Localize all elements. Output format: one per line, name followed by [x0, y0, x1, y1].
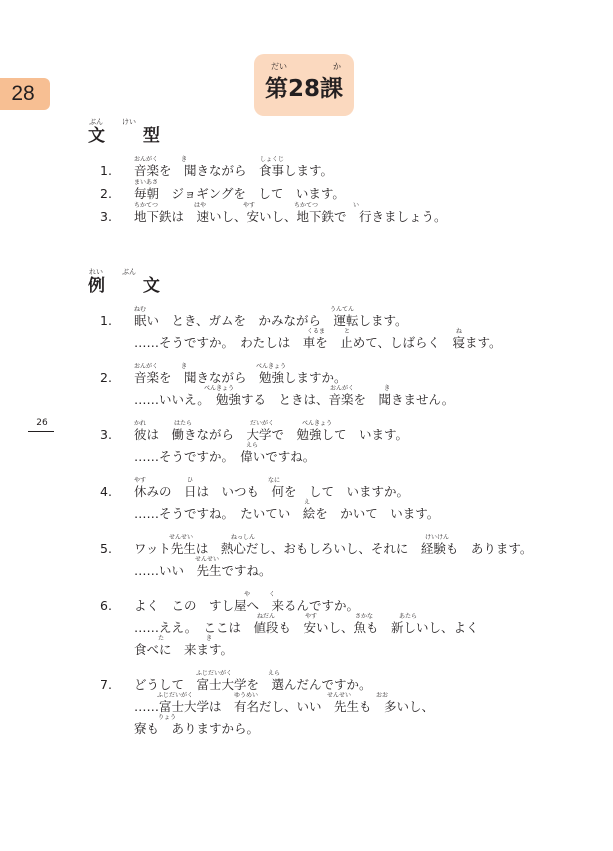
furigana: ねだん — [257, 613, 276, 620]
sentence-number: 7. — [100, 677, 112, 692]
sentence-number: 4. — [100, 484, 112, 499]
furigana: おんがく — [330, 385, 355, 392]
section-ruby: ぶん — [122, 268, 136, 276]
furigana: やす — [243, 202, 256, 209]
sentence-text: ……いい 先生ですね。 — [134, 563, 272, 578]
furigana: はたら — [174, 420, 193, 427]
sentence-text: 休みの 日は いつも 何を して いますか。 — [134, 484, 410, 499]
lesson-title: 第28課 — [264, 76, 343, 102]
section-heading-text: 文 型 — [88, 126, 176, 146]
furigana: き — [206, 635, 213, 642]
furigana: ね — [456, 328, 463, 335]
furigana: と — [344, 328, 351, 335]
sentence-number: 1. — [100, 313, 112, 328]
furigana: まいあさ — [134, 179, 159, 186]
furigana: えら — [246, 442, 259, 449]
sentence-text: ……そうですね。 たいてい 絵を かいて います。 — [134, 506, 440, 521]
furigana: かれ — [134, 420, 147, 427]
furigana: だいがく — [250, 420, 275, 427]
sentence-text: ……ええ。 ここは 値段も 安いし、魚も 新しいし、よく — [134, 620, 479, 635]
sentence-text: どうして 富士大学を 選んだんですか。 — [134, 677, 372, 692]
furigana: ねっしん — [231, 534, 256, 541]
sentence-text: ……そうですか。 偉いですね。 — [134, 449, 316, 464]
furigana: さかな — [355, 613, 374, 620]
furigana: くるま — [307, 328, 326, 335]
sentence-number: 2. — [100, 370, 112, 385]
furigana: ちかてつ — [294, 202, 319, 209]
furigana: た — [158, 635, 165, 642]
sentence-text: 眠い とき、ガムを かみながら 運転します。 — [134, 313, 408, 328]
sentence-text: 彼は 働きながら 大学で 勉強して います。 — [134, 427, 409, 442]
furigana: おんがく — [134, 156, 159, 163]
sentence-text: 地下鉄は 速いし、安いし、地下鉄で 行きましょう。 — [134, 209, 447, 224]
furigana: うんてん — [330, 306, 355, 313]
sentence-text: ……そうですか。 わたしは 車を 止めて、しばらく 寝ます。 — [134, 335, 502, 350]
furigana: あたら — [399, 613, 418, 620]
furigana: ねむ — [134, 306, 147, 313]
furigana: けいけん — [425, 534, 450, 541]
furigana: りょう — [158, 714, 177, 721]
furigana: おお — [376, 692, 389, 699]
sentence-text: ……いいえ。 勉強する ときは、音楽を 聞きません。 — [134, 392, 455, 407]
furigana: い — [353, 202, 360, 209]
sentence-text: 音楽を 聞きながら 勉強しますか。 — [134, 370, 347, 385]
sentence-number: 2. — [100, 186, 112, 201]
furigana: や — [244, 591, 251, 598]
sentence-number: 5. — [100, 541, 112, 556]
furigana: き — [181, 363, 188, 370]
furigana: く — [269, 591, 276, 598]
furigana: せんせい — [327, 692, 352, 699]
furigana: え — [304, 499, 311, 506]
furigana: やす — [134, 477, 147, 484]
furigana: しょくじ — [260, 156, 285, 163]
sentence-number: 6. — [100, 598, 112, 613]
furigana: べんきょう — [204, 385, 235, 392]
title-ruby-ka: か — [333, 62, 341, 71]
section-ruby: けい — [122, 118, 136, 126]
furigana: き — [384, 385, 391, 392]
furigana: なに — [268, 477, 281, 484]
furigana: やす — [305, 613, 318, 620]
sentence-number: 3. — [100, 427, 112, 442]
furigana: ちかてつ — [134, 202, 159, 209]
furigana: ふじだいがく — [157, 692, 194, 699]
furigana: せんせい — [195, 556, 220, 563]
furigana: せんせい — [169, 534, 194, 541]
sentence-text: ……富士大学は 有名だし、いい 先生も 多いし、 — [134, 699, 435, 714]
section-ruby: ぶん — [89, 118, 103, 126]
furigana: ひ — [187, 477, 194, 484]
sentence-text: 毎朝 ジョギングを して います。 — [134, 186, 345, 201]
section-ruby: れい — [89, 268, 103, 276]
furigana: べんきょう — [256, 363, 287, 370]
section-heading-text: 例 文 — [88, 276, 176, 296]
furigana: ゆうめい — [234, 692, 259, 699]
title-ruby-dai: だい — [271, 62, 287, 71]
sentence-number: 1. — [100, 163, 112, 178]
sentence-text: 寮も ありますから。 — [134, 721, 260, 736]
chapter-tab-number: 28 — [11, 82, 35, 105]
furigana: ふじだいがく — [196, 670, 233, 677]
sentence-text: 食べに 来ます。 — [134, 642, 234, 657]
sentence-number: 3. — [100, 209, 112, 224]
furigana: き — [181, 156, 188, 163]
furigana: べんきょう — [302, 420, 333, 427]
furigana: えら — [268, 670, 281, 677]
sentence-text: よく この すし屋へ 来るんですか。 — [134, 598, 360, 613]
sentence-text: ワット先生は 熱心だし、おもしろいし、それに 経験も あります。 — [134, 541, 533, 556]
sentence-text: 音楽を 聞きながら 食事します。 — [134, 163, 334, 178]
furigana: おんがく — [134, 363, 159, 370]
page-number: 26 — [36, 418, 48, 428]
furigana: はや — [194, 202, 207, 209]
